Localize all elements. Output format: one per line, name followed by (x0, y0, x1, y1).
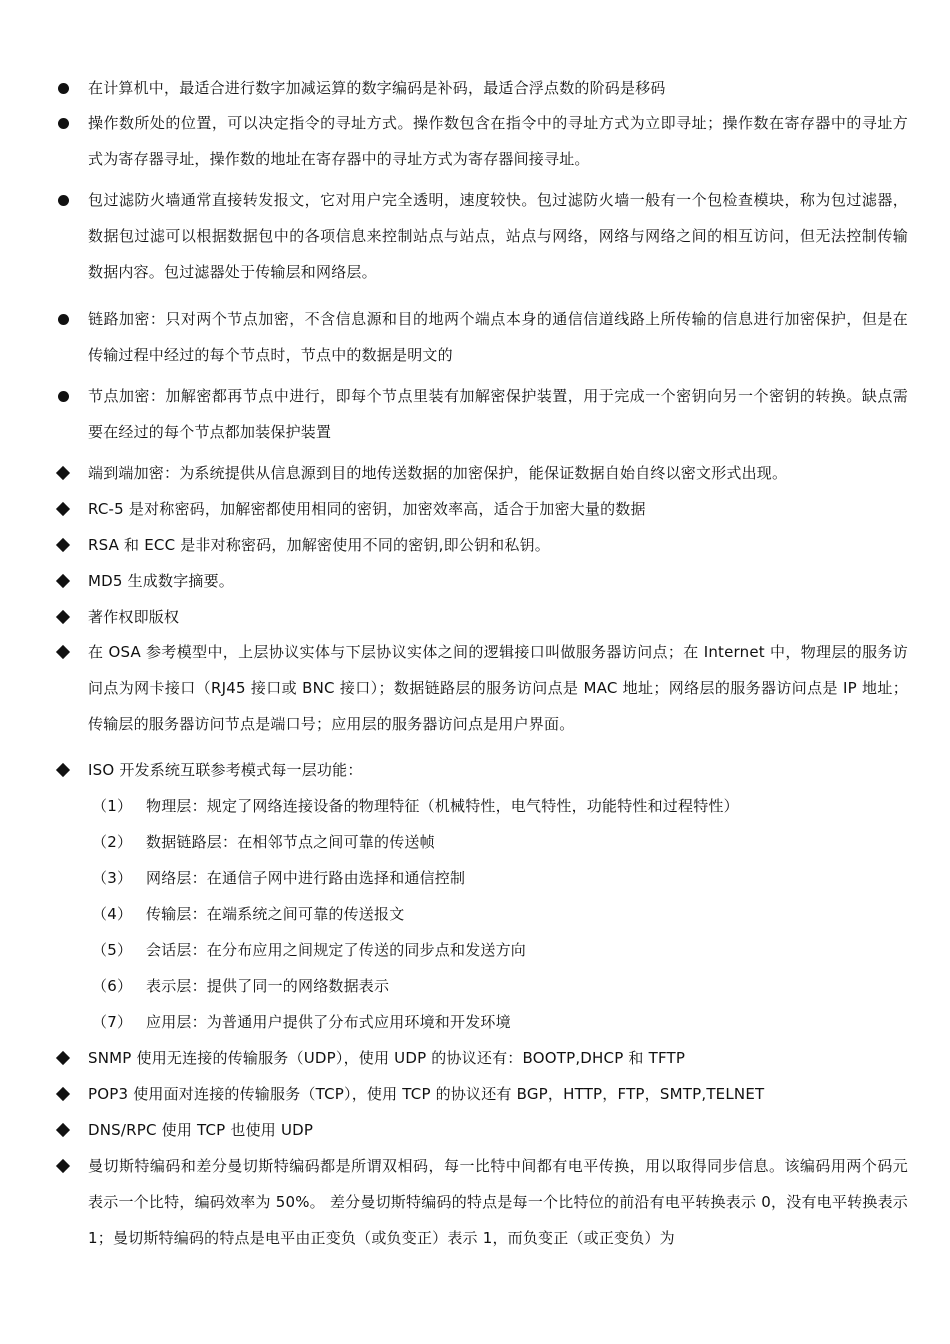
item-text: 曼切斯特编码和差分曼切斯特编码都是所谓双相码，每一比特中间都有电平传换，用以取得同步信息。该编码用两个码元表示一个比特，编码效率为 50%。 差分曼切斯特编码的特点是每一个比特位的前沿有电平转换表示 0，没有电平转换表示 1；曼切斯特编码的特点是电平由正变负（或负变正）表示 1，而负变正（或正变负）为 (88, 1157, 908, 1247)
layer-item (92, 896, 404, 932)
list-item (48, 634, 908, 742)
list-item (48, 455, 908, 491)
list-item (48, 752, 908, 788)
bullet-dot-icon (53, 301, 73, 337)
item-text: DNS/RPC 使用 TCP 也使用 UDP (88, 1121, 314, 1139)
layer-number: （4） (92, 905, 133, 923)
layer-item (92, 860, 465, 896)
layer-text: 表示层：提供了同一的网络数据表示 (146, 977, 390, 995)
item-text: ISO 开发系统互联参考模式每一层功能： (88, 761, 363, 779)
bullet-dot-icon (53, 182, 73, 218)
bullet-diamond-icon (53, 752, 73, 788)
list-item (48, 301, 908, 373)
bullet-diamond-icon (53, 455, 73, 491)
layer-item (92, 968, 389, 1004)
bullet-diamond-icon (53, 1148, 73, 1184)
list-item (48, 599, 908, 635)
bullet-dot-icon (53, 105, 73, 141)
bullet-diamond-icon (53, 1112, 73, 1148)
bullet-diamond-icon (53, 527, 73, 563)
item-text: 在计算机中，最适合进行数字加减运算的数字编码是补码，最适合浮点数的阶码是移码 (88, 79, 666, 97)
layer-item (92, 824, 435, 860)
list-item (48, 182, 908, 290)
layer-number: （1） (92, 797, 133, 815)
item-text: 端到端加密：为系统提供从信息源到目的地传送数据的加密保护，能保证数据自始自终以密文形式出现。 (88, 464, 788, 482)
layer-item (92, 1004, 511, 1040)
bullet-dot-icon (53, 378, 73, 414)
layer-text: 网络层：在通信子网中进行路由选择和通信控制 (146, 869, 466, 887)
list-item (48, 563, 908, 599)
layer-text: 会话层：在分布应用之间规定了传送的同步点和发送方向 (146, 941, 527, 959)
list-item (48, 1112, 908, 1148)
item-text: 链路加密：只对两个节点加密，不含信息源和目的地两个端点本身的通信信道线路上所传输的信息进行加密保护，但是在传输过程中经过的每个节点时，节点中的数据是明文的 (88, 310, 908, 364)
bullet-diamond-icon (53, 634, 73, 670)
list-item (48, 1076, 908, 1112)
list-item (48, 491, 908, 527)
item-text: RSA 和 ECC 是非对称密码，加解密使用不同的密钥,即公钥和私钥。 (88, 536, 550, 554)
item-text: 节点加密：加解密都再节点中进行，即每个节点里装有加解密保护装置，用于完成一个密钥向另一个密钥的转换。缺点需要在经过的每个节点都加装保护装置 (88, 387, 908, 441)
layer-number: （7） (92, 1013, 133, 1031)
item-text: 操作数所处的位置，可以决定指令的寻址方式。操作数包含在指令中的寻址方式为立即寻址；操作数在寄存器中的寻址方式为寄存器寻址，操作数的地址在寄存器中的寻址方式为寄存器间接寻址。 (88, 114, 908, 168)
list-item (48, 1148, 908, 1256)
list-item (48, 70, 908, 106)
layer-item (92, 932, 526, 968)
list-item (48, 527, 908, 563)
layer-number: （2） (92, 833, 133, 851)
layer-text: 物理层：规定了网络连接设备的物理特征（机械特性，电气特性，功能特性和过程特性） (146, 797, 739, 815)
layer-text: 应用层：为普通用户提供了分布式应用环境和开发环境 (146, 1013, 511, 1031)
layer-number: （5） (92, 941, 133, 959)
layer-text: 传输层：在端系统之间可靠的传送报文 (146, 905, 405, 923)
list-item (48, 1040, 908, 1076)
item-text: POP3 使用面对连接的传输服务（TCP），使用 TCP 的协议还有 BGP，HTTP，FTP，SMTP,TELNET (88, 1085, 765, 1103)
list-item (48, 105, 908, 177)
layer-text: 数据链路层：在相邻节点之间可靠的传送帧 (146, 833, 435, 851)
bullet-diamond-icon (53, 599, 73, 635)
bullet-diamond-icon (53, 1076, 73, 1112)
bullet-diamond-icon (53, 1040, 73, 1076)
bullet-diamond-icon (53, 491, 73, 527)
list-item (48, 378, 908, 450)
item-text: 包过滤防火墙通常直接转发报文，它对用户完全透明，速度较快。包过滤防火墙一般有一个包检查模块，称为包过滤器，数据包过滤可以根据数据包中的各项信息来控制站点与站点，站点与网络，网络与网络之间的相互访问，但无法控制传输数据内容。包过滤器处于传输层和网络层。 (88, 191, 908, 281)
item-text: 在 OSA 参考模型中，上层协议实体与下层协议实体之间的逻辑接口叫做服务器访问点；在 Internet 中，物理层的服务访问点为网卡接口（RJ45 接口或 BNC 接口）；数据链路层的服务访问点是 MAC 地址；网络层的服务器访问点是 IP 地址；传输层的服务器访问节点是端口号；应用层的服务器访问点是用户界面。 (88, 643, 908, 733)
layer-number: （6） (92, 977, 133, 995)
layer-item (92, 788, 739, 824)
bullet-dot-icon (53, 70, 73, 106)
item-text: 著作权即版权 (88, 608, 180, 626)
item-text: MD5 生成数字摘要。 (88, 572, 235, 590)
layer-number: （3） (92, 869, 133, 887)
item-text: SNMP 使用无连接的传输服务（UDP），使用 UDP 的协议还有：BOOTP,DHCP 和 TFTP (88, 1049, 686, 1067)
item-text: RC-5 是对称密码，加解密都使用相同的密钥，加密效率高，适合于加密大量的数据 (88, 500, 646, 518)
bullet-diamond-icon (53, 563, 73, 599)
